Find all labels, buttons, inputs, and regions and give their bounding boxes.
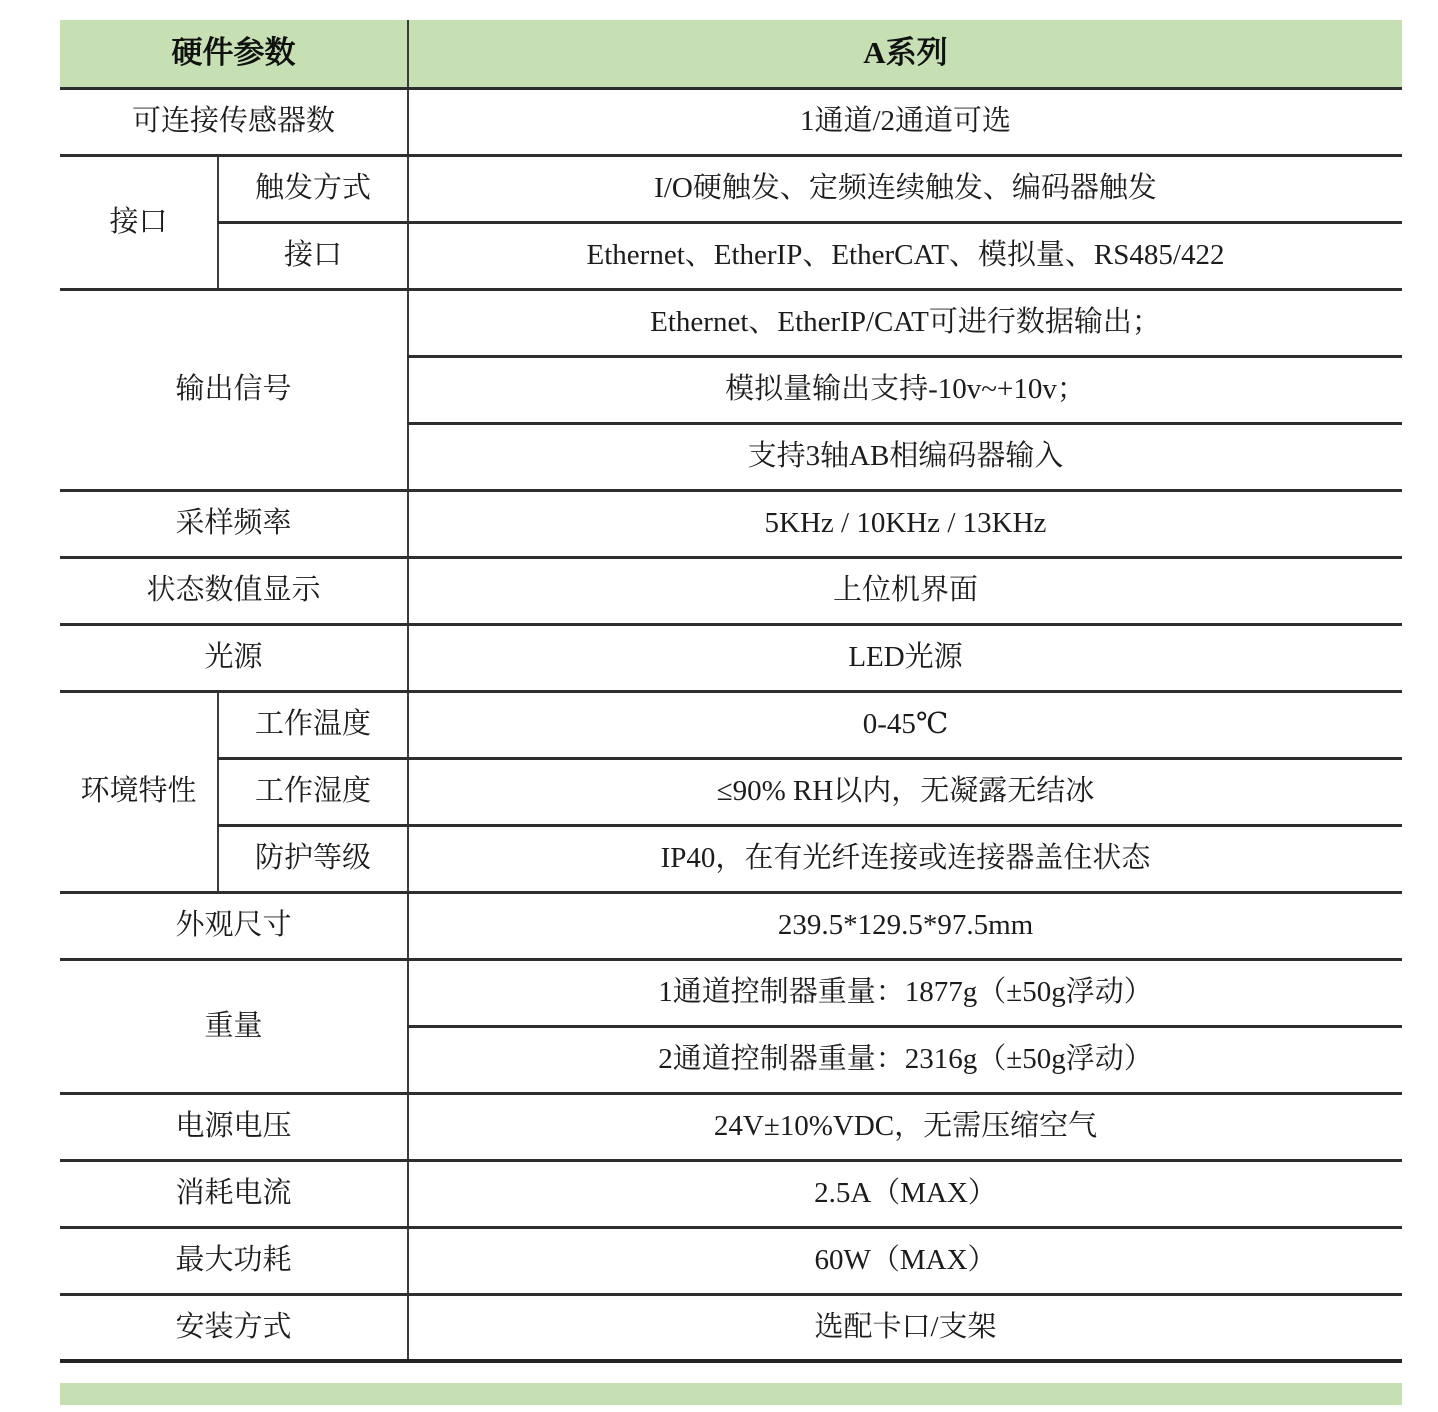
table-row [60,1160,1402,1227]
row-label: 状态数值显示 [60,557,408,624]
row-value: 选配卡口/支架 [408,1294,1402,1361]
header-cell-series: A系列 [408,20,1402,88]
table-row [60,490,1402,557]
row-label: 消耗电流 [60,1160,408,1227]
row-label: 安装方式 [60,1294,408,1361]
row-label: 外观尺寸 [60,892,408,959]
group-label-environment: 环境特性 [60,691,218,892]
row-value: IP40，在有光纤连接或连接器盖住状态 [408,825,1402,892]
row-value: 支持3轴AB相编码器输入 [408,423,1402,490]
row-value: Ethernet、EtherIP/CAT可进行数据输出； [408,289,1402,356]
table-row [60,222,1402,289]
row-value: 0-45℃ [408,691,1402,758]
row-value: ≤90% RH以内，无凝露无结冰 [408,758,1402,825]
table-row [60,1093,1402,1160]
row-value: 上位机界面 [408,557,1402,624]
hardware-spec-table [60,20,1402,1363]
group-label-interface: 接口 [60,155,218,289]
row-value: LED光源 [408,624,1402,691]
row-sublabel: 工作温度 [218,691,408,758]
row-label: 最大功耗 [60,1227,408,1294]
table-header-row [60,20,1402,88]
row-sublabel: 工作湿度 [218,758,408,825]
row-value: 5KHz / 10KHz / 13KHz [408,490,1402,557]
table-row [60,155,1402,222]
row-value: 模拟量输出支持-10v~+10v； [408,356,1402,423]
row-label: 光源 [60,624,408,691]
row-label: 可连接传感器数 [60,88,408,155]
table-row [60,691,1402,758]
row-sublabel: 防护等级 [218,825,408,892]
table-row [60,1294,1402,1361]
group-label-output-signal: 输出信号 [60,289,408,490]
footer-accent-bar [60,1383,1402,1405]
row-value: 2通道控制器重量：2316g（±50g浮动） [408,1026,1402,1093]
row-label: 采样频率 [60,490,408,557]
row-sublabel: 触发方式 [218,155,408,222]
table-row [60,1227,1402,1294]
group-label-weight: 重量 [60,959,408,1093]
row-value: 239.5*129.5*97.5mm [408,892,1402,959]
table-row [60,289,1402,356]
header-cell-param: 硬件参数 [60,20,408,88]
table-row [60,88,1402,155]
row-value: Ethernet、EtherIP、EtherCAT、模拟量、RS485/422 [408,222,1402,289]
table-row [60,557,1402,624]
row-value: 1通道/2通道可选 [408,88,1402,155]
row-sublabel: 接口 [218,222,408,289]
table-row [60,892,1402,959]
table-row [60,624,1402,691]
row-value: 1通道控制器重量：1877g（±50g浮动） [408,959,1402,1026]
row-value: 24V±10%VDC，无需压缩空气 [408,1093,1402,1160]
table-row [60,825,1402,892]
table-row [60,758,1402,825]
row-value: 60W（MAX） [408,1227,1402,1294]
row-value: I/O硬触发、定频连续触发、编码器触发 [408,155,1402,222]
row-label: 电源电压 [60,1093,408,1160]
table-row [60,959,1402,1026]
row-value: 2.5A（MAX） [408,1160,1402,1227]
